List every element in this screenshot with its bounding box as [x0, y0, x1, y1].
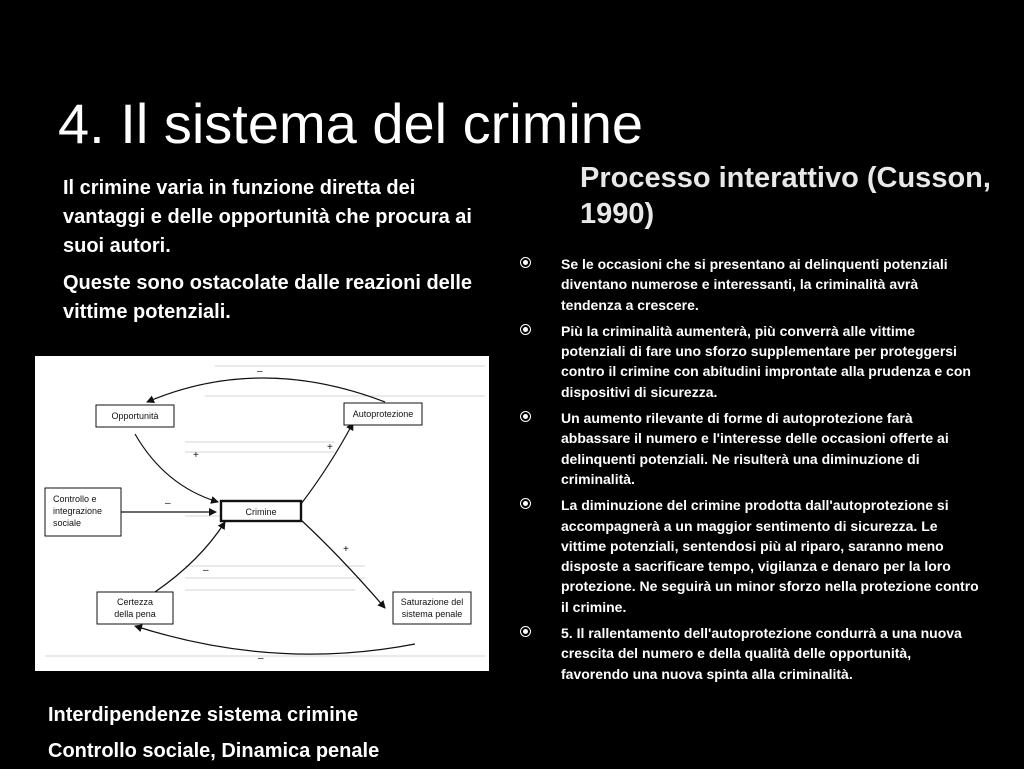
bullet-item [520, 408, 982, 489]
diagram-canvas [35, 356, 489, 671]
crime-system-diagram [35, 356, 489, 671]
node-autoprotezione [344, 403, 422, 425]
node-label: Controllo e [53, 494, 97, 504]
edge-autoprotezione-opportunita [147, 378, 385, 402]
circled-dot-icon [520, 498, 531, 509]
circled-dot-icon [520, 626, 531, 637]
slide-title: 4. Il sistema del crimine [58, 91, 644, 155]
node-label: integrazione [53, 506, 103, 516]
bullet-text: Se le occasioni che si presentano ai delinquenti potenziali diventano numerose e interessanti, la criminalità avrà tendenza a crescere. [561, 256, 948, 313]
section-heading: Processo interattivo (Cusson, 1990) [580, 162, 991, 230]
bullet-item [520, 495, 982, 617]
node-label: sistema penale [401, 609, 463, 619]
bullet-item [520, 623, 982, 684]
bullet-item [520, 321, 982, 402]
node-label: Crimine [245, 507, 277, 517]
bullet-text: La diminuzione del crimine prodotta dall'autoprotezione si accompagnerà a un maggior sentimento di sicurezza. Le vittime potenziali, sentendosi più al riparo, saranno meno disposte a sacrificare tempo, vigilanza e denaro per la loro protezione. Ne seguirà un minor sforzo nella protezione contro il crimine. [561, 497, 979, 615]
edge-sign: – [257, 366, 263, 377]
node-label: Saturazione del [400, 597, 464, 607]
caption-line: Interdipendenze sistema crimine [48, 704, 359, 726]
edge-sign: – [203, 565, 209, 576]
intro-paragraph: Queste sono ostacolate dalle reazioni delle vittime potenziali. [63, 272, 473, 323]
diagram-captions [48, 697, 498, 769]
edge-sign: + [343, 544, 349, 555]
node-label: Certezza [116, 597, 154, 607]
node-controllo [45, 488, 121, 536]
circled-dot-icon [520, 411, 531, 422]
edge-saturazione-certezza [135, 626, 415, 654]
edge-sign: – [165, 498, 171, 509]
caption-line: Controllo sociale, Dinamica penale [48, 740, 380, 762]
edge-opportunita-crimine [135, 434, 218, 502]
bullet-list [520, 254, 982, 690]
circled-dot-icon [520, 324, 531, 335]
edge-sign: + [327, 442, 333, 453]
edge-certezza-crimine [155, 522, 225, 592]
edge-sign: + [193, 450, 199, 461]
node-crimine [221, 501, 301, 521]
node-label: sociale [53, 518, 82, 528]
circled-dot-icon [520, 257, 531, 268]
node-label: della pena [114, 609, 156, 619]
edge-crimine-saturazione [301, 520, 385, 608]
node-certezza [97, 592, 173, 624]
intro-paragraph: Il crimine varia in funzione diretta dei vantaggi e delle opportunità che procura ai suoi autori. [63, 177, 472, 257]
bullet-text: Un aumento rilevante di forme di autoprotezione farà abbassare il numero e l'interesse delle occasioni offerte ai delinquenti potenziali. Ne risulterà una diminuzione di criminalità. [561, 410, 949, 487]
bullet-text: 5. Il rallentamento dell'autoprotezione condurrà a una nuova crescita del numero e della qualità delle opportunità, favorendo una nuova spinta alla criminalità. [561, 625, 962, 682]
node-saturazione [393, 592, 471, 624]
intro-text [63, 174, 488, 335]
node-opportunita [96, 405, 174, 427]
bullet-text: Più la criminalità aumenterà, più converrà alle vittime potenziali di fare uno sforzo supplementare per proteggersi contro il crimine con abitudini improntate alla prudenza e con dispositivi di sicurezza. [561, 322, 971, 400]
node-label: Opportunità [111, 411, 159, 421]
edge-crimine-autoprotezione [301, 423, 353, 504]
node-label: Autoprotezione [352, 409, 414, 419]
bullet-item [520, 254, 982, 315]
edge-sign: – [258, 653, 264, 664]
